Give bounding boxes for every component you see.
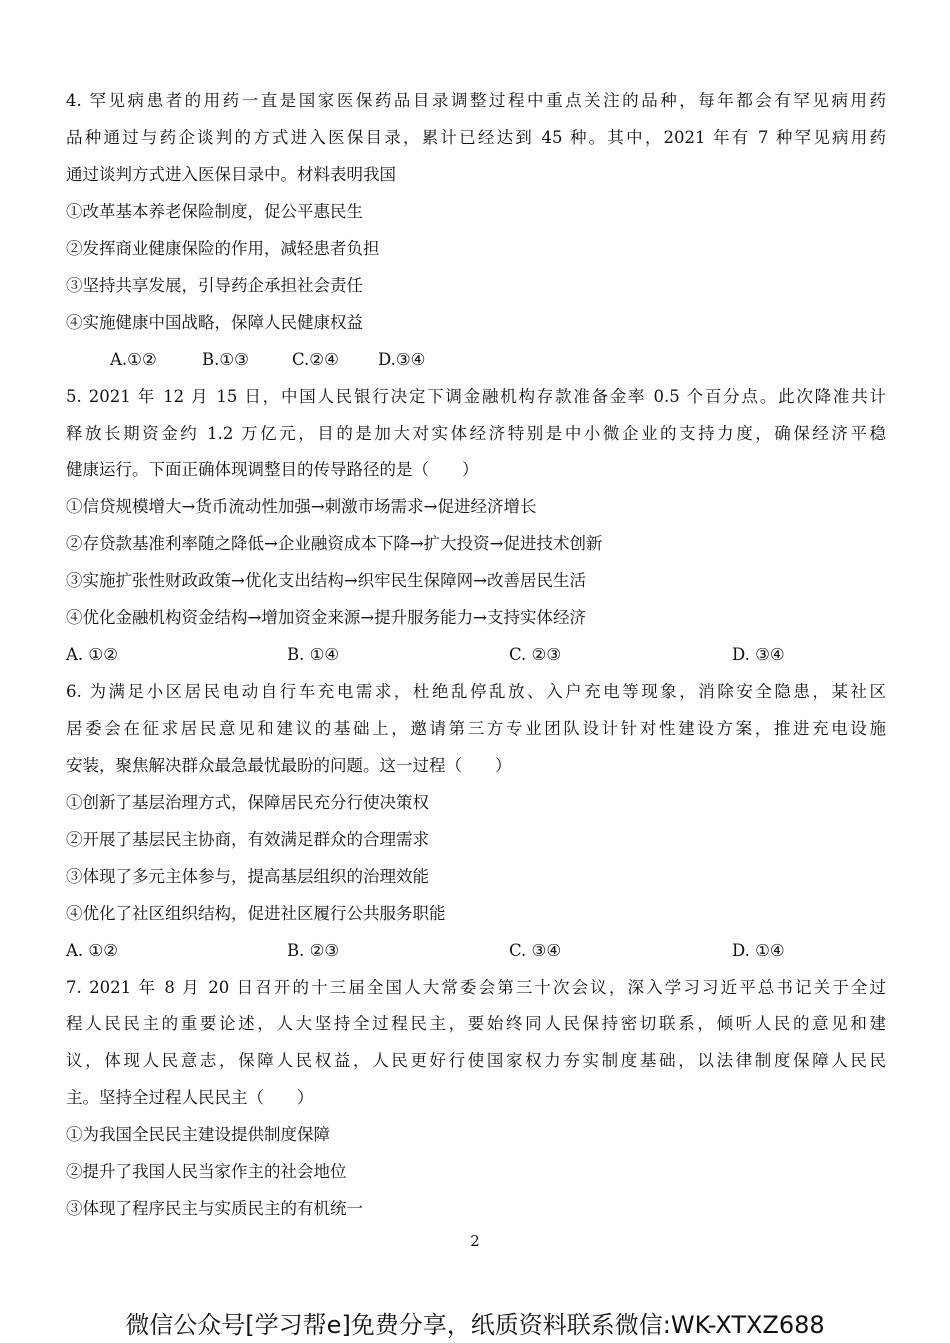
q7-stem-line-2: 程人民民主的重要论述，人大坚持全过程民主，要始终同人民保持密切联系，倾听人民的意见和建 [66, 1014, 886, 1033]
q6-option-d: D. ①④ [732, 941, 785, 960]
q4-option-c: C.②④ [292, 350, 339, 369]
q6-option-a: A. ①② [66, 941, 118, 960]
footer-banner: 微信公众号[学习帮e]免费分享，纸质资料联系微信:WK-XTXZ688 [125, 1311, 825, 1339]
q6-stem-line-2: 居委会在征求居民意见和建议的基础上，邀请第三方专业团队设计针对性建设方案，推进充电设施 [66, 719, 886, 738]
q6-option-c: C. ③④ [509, 941, 562, 960]
q7-stem-line-1: 7. 2021 年 8 月 20 日召开的十三届全国人大常委会第三十次会议，深入学习习近平总书记关于全过 [66, 978, 886, 997]
q5-item-4: ④优化金融机构资金结构→增加资金来源→提升服务能力→支持实体经济 [66, 608, 586, 627]
q5-stem-line-2: 释放长期资金约 1.2 万亿元，目的是加大对实体经济特别是中小微企业的支持力度，确保经济平稳 [66, 424, 886, 443]
q6-item-4: ④优化了社区组织结构，促进社区履行公共服务职能 [66, 904, 446, 923]
q6-options [66, 941, 886, 961]
q5-item-2: ②存贷款基准利率随之降低→企业融资成本下降→扩大投资→促进技术创新 [66, 534, 603, 553]
q5-item-1: ①信贷规模增大→货币流动性加强→刺激市场需求→促进经济增长 [66, 497, 537, 516]
q7-item-1: ①为我国全民民主建设提供制度保障 [66, 1125, 330, 1144]
q7-item-3: ③体现了程序民主与实质民主的有机统一 [66, 1199, 363, 1218]
q7-stem-line-3: 议，体现人民意志，保障人民权益，人民更好行使国家权力夯实制度基础，以法律制度保障人民民 [66, 1051, 886, 1070]
q6-item-2: ②开展了基层民主协商，有效满足群众的合理需求 [66, 830, 429, 849]
q4-stem-line-3: 通过谈判方式进入医保目录中。材料表明我国 [66, 165, 396, 184]
q4-item-1: ①改革基本养老保险制度，促公平惠民生 [66, 202, 363, 221]
q6-item-3: ③体现了多元主体参与，提高基层组织的治理效能 [66, 867, 429, 886]
q6-option-b: B. ②③ [287, 941, 340, 960]
q4-stem-line-2: 品种通过与药企谈判的方式进入医保目录，累计已经达到 45 种。其中，2021 年有 7 种罕见病用药 [66, 128, 886, 147]
q5-option-a: A. ①② [66, 645, 118, 664]
q5-option-d: D. ③④ [732, 645, 785, 664]
q7-item-2: ②提升了我国人民当家作主的社会地位 [66, 1162, 347, 1181]
q5-option-c: C. ②③ [509, 645, 562, 664]
q4-stem-line-1: 4. 罕见病患者的用药一直是国家医保药品目录调整过程中重点关注的品种，每年都会有罕见病用药 [66, 91, 886, 110]
q5-stem-line-3: 健康运行。下面正确体现调整目的传导路径的是（ ） [66, 460, 479, 479]
q5-option-b: B. ①④ [287, 645, 340, 664]
page-number: 2 [470, 1232, 480, 1250]
q7-stem-line-4: 主。坚持全过程人民民主（ ） [66, 1088, 314, 1107]
q4-options [66, 350, 886, 370]
q4-item-2: ②发挥商业健康保险的作用，减轻患者负担 [66, 239, 380, 258]
q6-stem-line-1: 6. 为满足小区居民电动自行车充电需求，杜绝乱停乱放、入户充电等现象，消除安全隐患，某社区 [66, 682, 886, 701]
q4-item-4: ④实施健康中国战略，保障人民健康权益 [66, 313, 363, 332]
q6-item-1: ①创新了基层治理方式，保障居民充分行使决策权 [66, 793, 429, 812]
q5-stem-line-1: 5. 2021 年 12 月 15 日，中国人民银行决定下调金融机构存款准备金率 0.5 个百分点。此次降准共计 [66, 387, 886, 406]
q4-item-3: ③坚持共享发展，引导药企承担社会责任 [66, 276, 363, 295]
q4-option-a: A.①② [110, 350, 157, 369]
q4-option-b: B.①③ [202, 350, 249, 369]
q5-options [66, 645, 886, 665]
q4-option-d: D.③④ [378, 350, 426, 369]
q5-item-3: ③实施扩张性财政政策→优化支出结构→织牢民生保障网→改善居民生活 [66, 571, 586, 590]
q6-stem-line-3: 安装，聚焦解决群众最急最忧最盼的问题。这一过程（ ） [66, 756, 512, 775]
